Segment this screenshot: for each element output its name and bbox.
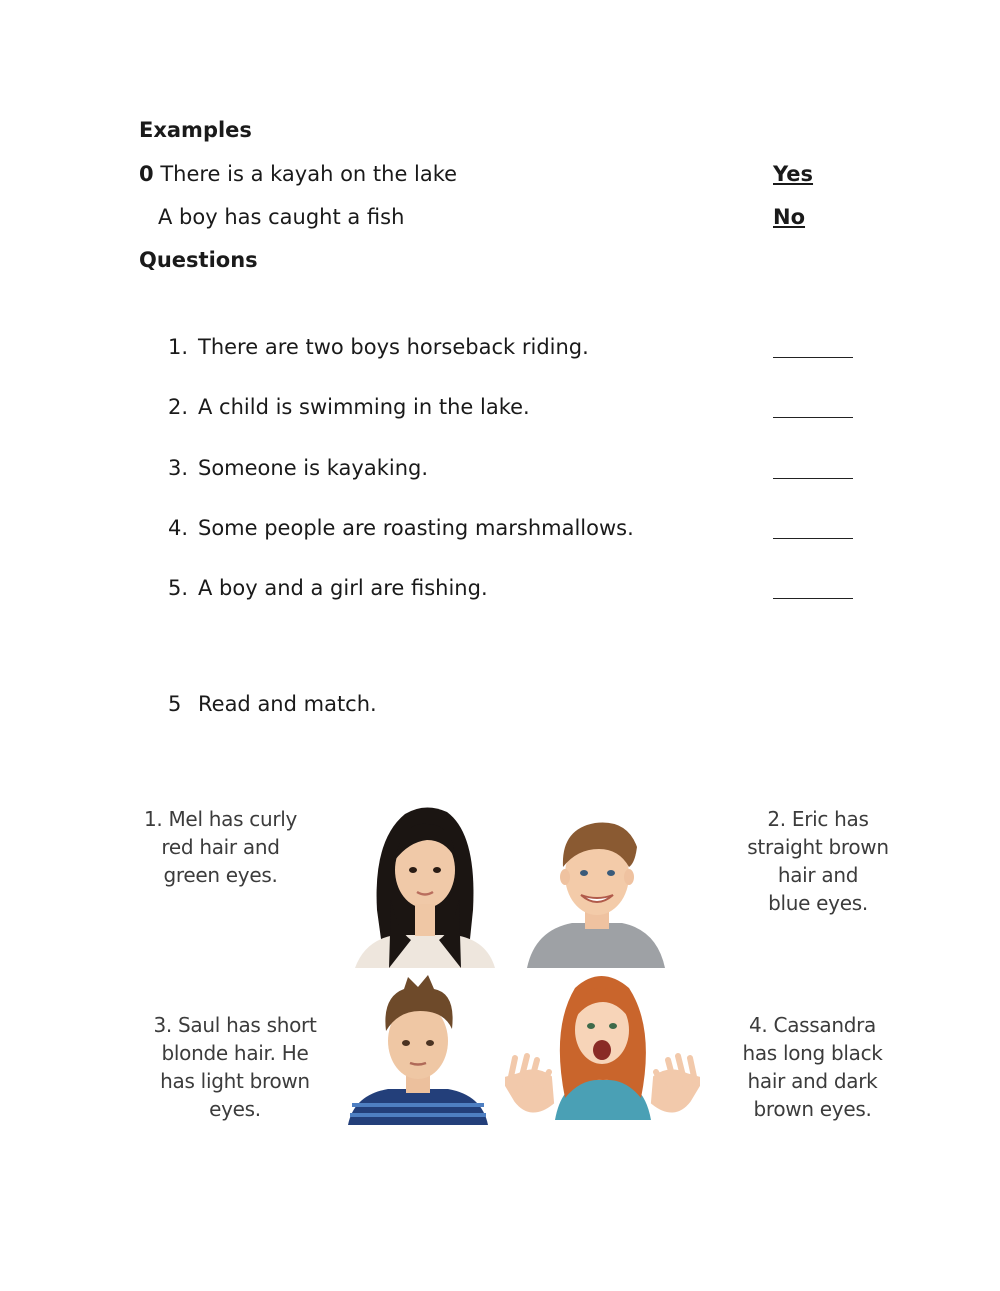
question-number: 2. (168, 395, 189, 419)
answer-blank-1[interactable] (773, 356, 853, 358)
description-line: has light brown (160, 1069, 310, 1093)
description-line: 3. Saul has short (153, 1013, 317, 1037)
photo-girl-curly-red-hair (505, 968, 700, 1120)
photo-girl-long-black-hair (355, 800, 495, 968)
description-cassandra (730, 1011, 895, 1123)
answer-blank-4[interactable] (773, 537, 853, 539)
question-number: 1. (168, 335, 189, 359)
photo-boy-brown-hair (527, 815, 665, 968)
question-row-1 (168, 335, 589, 359)
example-answer-yes: Yes (773, 162, 814, 186)
description-line: blue eyes. (768, 891, 868, 915)
question-number: 3. (168, 456, 189, 480)
question-row-3 (168, 456, 428, 480)
question-text: Someone is kayaking. (198, 456, 429, 480)
description-line: eyes. (209, 1097, 261, 1121)
description-line: 4. Cassandra (748, 1013, 876, 1037)
task-number: 5 (168, 692, 182, 716)
question-row-4 (168, 516, 634, 540)
example-row-0 (139, 162, 457, 186)
task-instruction (168, 692, 377, 716)
question-text: There are two boys horseback riding. (198, 335, 589, 359)
example-text: A boy has caught a fish (158, 205, 405, 229)
example-row-1 (158, 205, 404, 229)
example-text: There is a kayah on the lake (160, 162, 458, 186)
question-row-5 (168, 576, 488, 600)
question-number: 4. (168, 516, 189, 540)
questions-heading: Questions (139, 248, 258, 272)
description-line: 2. Eric has (767, 807, 869, 831)
description-line: hair and (777, 863, 859, 887)
question-text: Some people are roasting marshmallows. (198, 516, 634, 540)
description-eric (738, 805, 898, 917)
question-text: A child is swimming in the lake. (198, 395, 530, 419)
task-text: Read and match. (198, 692, 377, 716)
description-saul (145, 1011, 325, 1123)
question-number: 5. (168, 576, 189, 600)
description-line: 1. Mel has curly (143, 807, 298, 831)
answer-blank-3[interactable] (773, 477, 853, 479)
description-mel (138, 805, 303, 889)
description-line: brown eyes. (753, 1097, 872, 1121)
description-line: red hair and (161, 835, 280, 859)
example-number: 0 (139, 162, 154, 186)
question-text: A boy and a girl are fishing. (198, 576, 488, 600)
question-row-2 (168, 395, 530, 419)
description-line: straight brown (747, 835, 889, 859)
example-answer-no: No (773, 205, 806, 229)
answer-blank-5[interactable] (773, 597, 853, 599)
description-line: green eyes. (163, 863, 278, 887)
answer-blank-2[interactable] (773, 416, 853, 418)
photo-boy-spiky-hair (348, 975, 488, 1125)
examples-heading: Examples (139, 118, 252, 142)
description-line: has long black (742, 1041, 883, 1065)
description-line: blonde hair. He (161, 1041, 309, 1065)
description-line: hair and dark (747, 1069, 878, 1093)
